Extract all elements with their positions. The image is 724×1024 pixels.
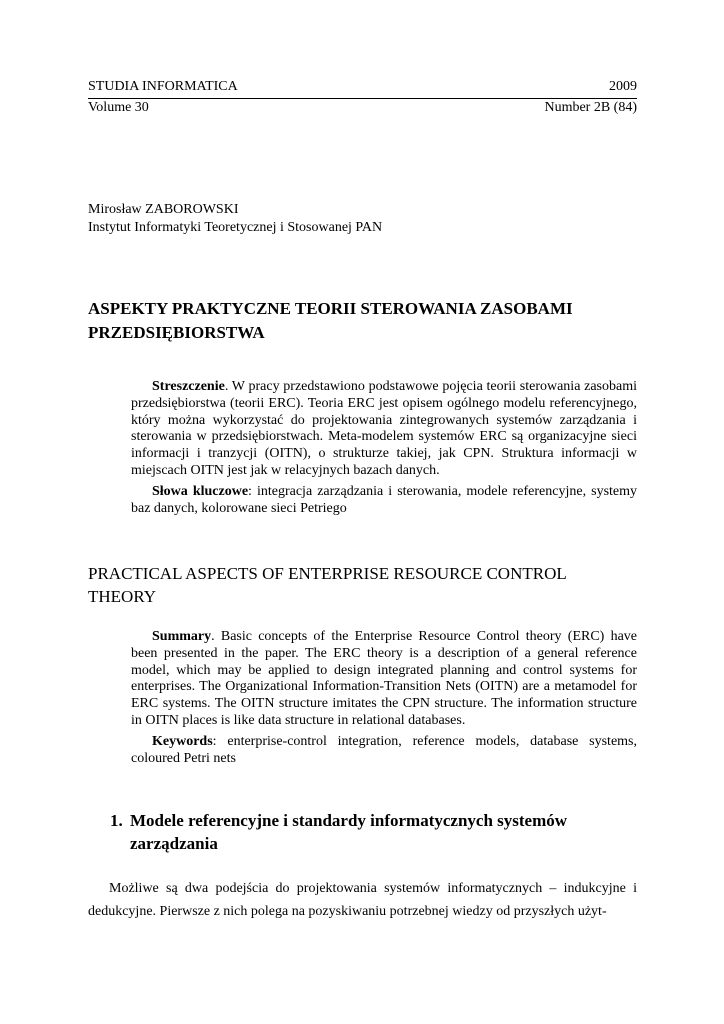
keywords-en-paragraph (131, 734, 637, 768)
section-title: Modele referencyjne i standardy informatycznych systemów zarządzania (130, 811, 568, 853)
abstract-en-paragraph (131, 629, 637, 730)
header-row-bottom (88, 99, 637, 117)
author-name: Mirosław ZABOROWSKI (88, 202, 239, 217)
abstract-pl-text: . W pracy przedstawiono podstawowe pojęcia teorii sterowania zasobami przedsiębiorstwa (teorii ERC). Teoria ERC jest opisem ogólnego modelu referencyjnego, który można wykorzystać do projektowania zintegrowanych systemów zarządzania i sterowania w przedsiębiorstwach. Meta-modelem systemów ERC są organizacyjne sieci informacji i tranzycji (OITN), o strukturze takiej, jak CPN. Struktura informacji w miejscach OITN jest jak w relacyjnych bazach danych. (131, 379, 637, 478)
section-number: 1. (110, 811, 123, 830)
keywords-pl-label: Słowa kluczowe (152, 483, 249, 499)
body-paragraph-1: Możliwe są dwa podejścia do projektowania systemów informatycznych – indukcyjne i dedukcyjne. Pierwsze z nich polega na pozyskiwaniu potrzebnej wiedzy od przyszłych użyt- (88, 881, 637, 919)
keywords-en-label: Keywords (152, 733, 213, 749)
abstract-pl-label: Streszczenie (152, 379, 225, 394)
journal-number: Number 2B (84) (544, 100, 637, 115)
running-header (88, 78, 637, 117)
author-affiliation: Instytut Informatyki Teoretycznej i Stosowanej PAN (88, 220, 383, 235)
abstract-en-text: . Basic concepts of the Enterprise Resource Control theory (ERC) have been presented in the paper. The ERC theory is a description of a general reference model, which may be applied to design integrated planning and control systems for enterprises. The Organizational Information-Transition Nets (OITN) are a metamodel for ERC systems. The OITN structure imitates the CPN structure. The information structure in OITN places is like data structure in relational databases. (131, 629, 637, 728)
title-pl-line-1: ASPEKTY PRAKTYCZNE TEORII STEROWANIA ZASOBAMI (88, 299, 573, 318)
keywords-pl-text: : integracja zarządzania i sterowania, modele referencyjne, systemy baz danych, kolorowane sieci Petriego (131, 483, 638, 516)
abstract-polish (131, 379, 637, 517)
header-row-top (88, 78, 637, 96)
abstract-en-label: Summary (152, 629, 212, 644)
author-block (88, 201, 382, 237)
paper-title-english (88, 562, 637, 608)
journal-name: STUDIA INFORMATICA (88, 79, 238, 94)
abstract-pl-paragraph (131, 379, 637, 480)
abstract-english (131, 629, 637, 767)
keywords-en-text: : enterprise-control integration, reference models, database systems, coloured Petri nets (131, 733, 637, 766)
title-pl-line-2: PRZEDSIĘBIORSTWA (88, 323, 265, 342)
title-en-line-1: PRACTICAL ASPECTS OF ENTERPRISE RESOURCE CONTROL (88, 564, 567, 583)
keywords-pl-paragraph (131, 484, 637, 518)
journal-volume: Volume 30 (88, 100, 149, 115)
journal-year: 2009 (609, 79, 637, 94)
body-text (88, 877, 637, 923)
paper-title-polish (88, 297, 637, 345)
title-en-line-2: THEORY (88, 587, 156, 606)
section-1-heading (110, 809, 637, 855)
